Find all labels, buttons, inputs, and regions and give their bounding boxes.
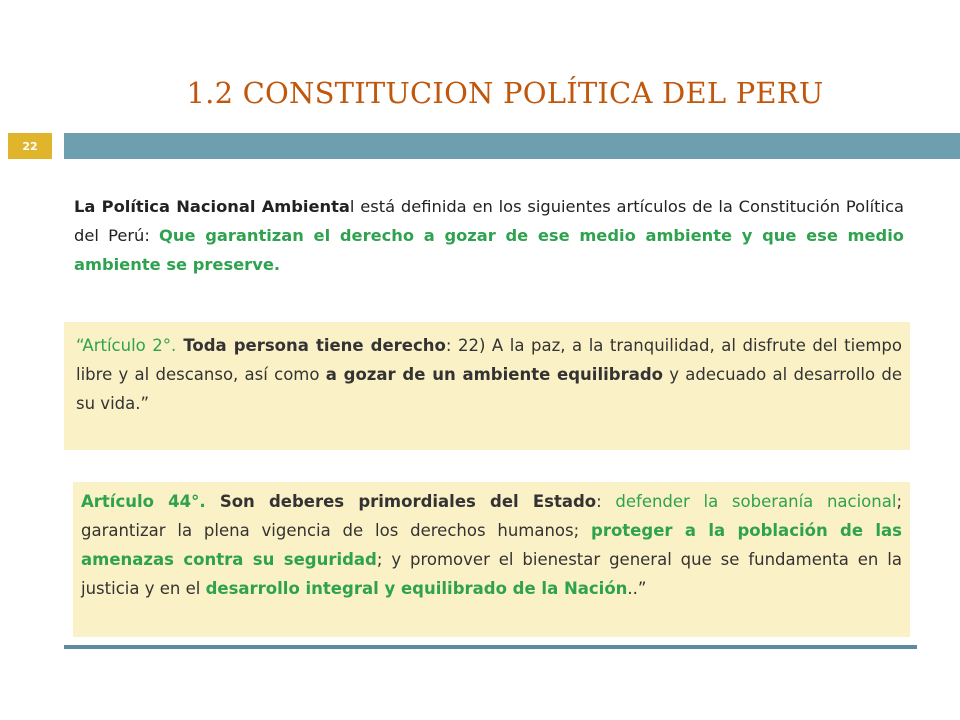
article-44-green-3: desarrollo integral y equilibrado de la Nación xyxy=(205,579,628,598)
article-2-heading: Artículo 2°. xyxy=(82,336,177,355)
article-2-box xyxy=(64,322,910,450)
footer-rule xyxy=(64,645,917,649)
intro-plain-text: l está definida en los siguientes artículos de la Constitución Política del Perú: xyxy=(74,197,904,245)
article-2-bold-text: a gozar de un ambiente equilibrado xyxy=(325,365,663,384)
article-44-colon: : xyxy=(596,492,616,511)
intro-bold-text: La Política Nacional Ambienta xyxy=(74,197,350,216)
article-2-quote-open: “ xyxy=(76,336,83,355)
article-44-text-2: ; y promover el bienestar general que se fundamenta en la justicia y en el xyxy=(81,550,902,598)
article-2-text-2: y adecuado al desarrollo de su vida.” xyxy=(76,365,902,413)
slide-title: 1.2 CONSTITUCION POLÍTICA DEL PERU xyxy=(186,76,824,110)
article-44-bold-lead: Son deberes primordiales del Estado xyxy=(205,492,597,511)
article-2-bold-lead: Toda persona tiene derecho xyxy=(176,336,446,355)
article-44-green-2: proteger a la población de las amenazas contra su seguridad xyxy=(81,521,902,569)
header-bar xyxy=(64,133,960,159)
intro-paragraph xyxy=(74,192,904,279)
article-44-box xyxy=(73,482,910,637)
intro-green-text: Que garantizan el derecho a gozar de ese medio ambiente y que ese medio ambiente se preserve. xyxy=(74,226,904,274)
page-number-badge: 22 xyxy=(8,133,52,159)
article-44-heading: Artículo 44°. xyxy=(81,492,206,511)
article-44-text-1: ; garantizar la plena vigencia de los derechos humanos; xyxy=(81,492,902,540)
article-44-closing: ..” xyxy=(627,579,647,598)
article-2-text-1: : 22) A la paz, a la tranquilidad, al disfrute del tiempo libre y al descanso, así como xyxy=(76,336,902,384)
article-44-green-1: defender la soberanía nacional xyxy=(615,492,897,511)
